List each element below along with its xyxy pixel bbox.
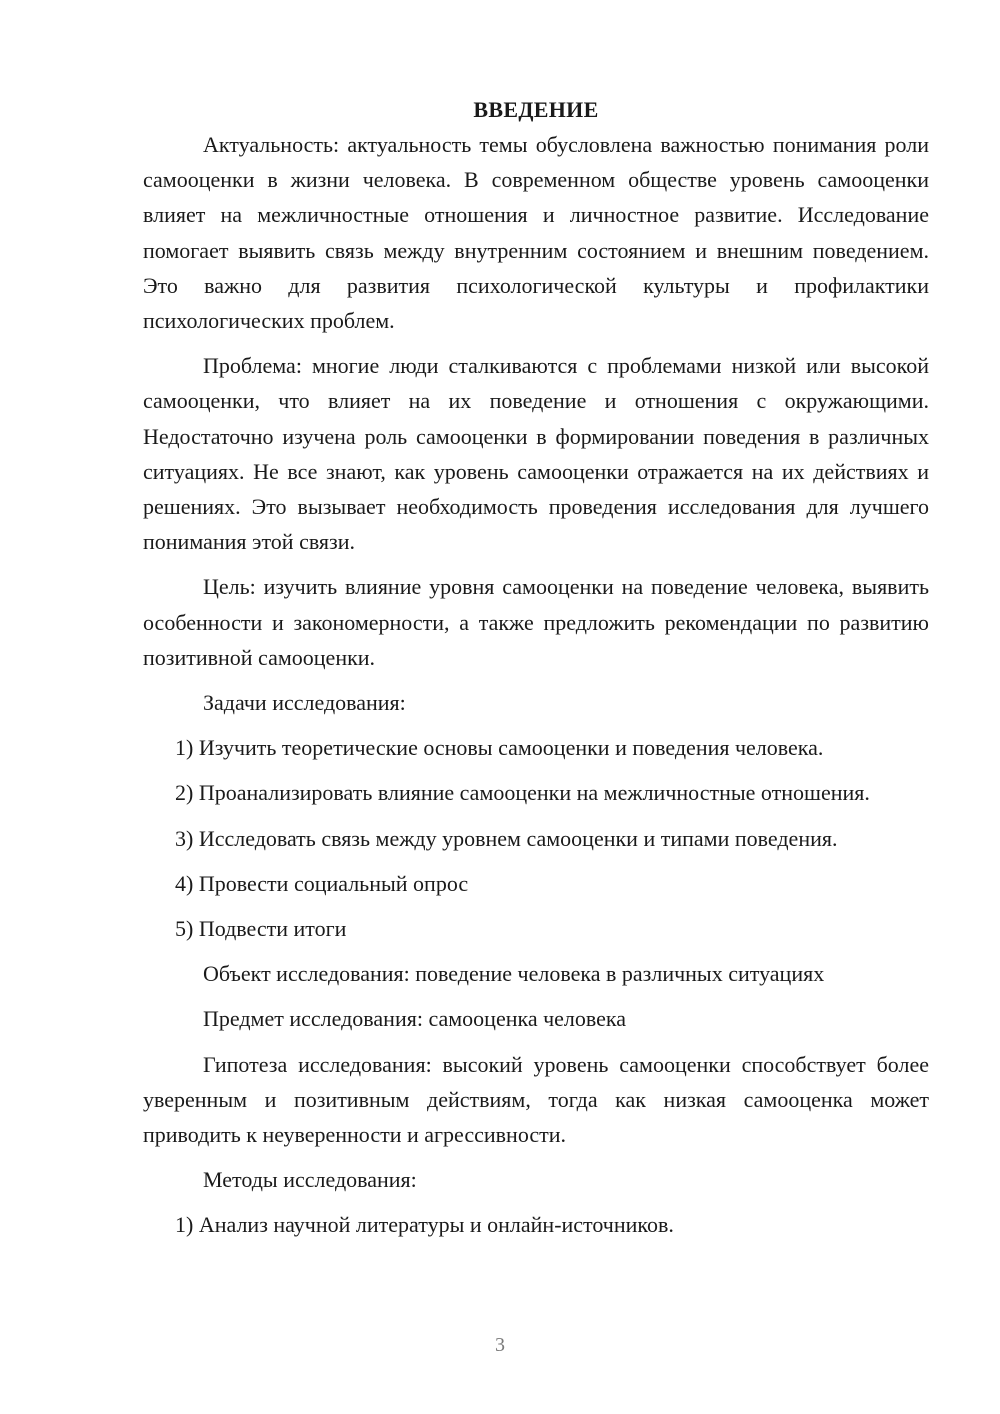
task-item-4: 4) Провести социальный опрос: [175, 870, 469, 896]
problem-paragraph: Проблема: многие люди сталкиваются с проблемами низкой или высокой самооценки, что влияет на их поведение и отношения с окружающими. Недостаточно изучена роль самооценки в формировании поведения в различных ситуациях. Не все знают, как уровень самооценки отражается на их действиях и решениях. Это вызывает необходимость проведения исследования для лучшего понимания этой связи.: [143, 353, 929, 555]
task-item-2: 2) Проанализировать влияние самооценки на межличностные отношения.: [175, 780, 870, 806]
subject-paragraph: Предмет исследования: самооценка человека: [203, 1006, 627, 1032]
tasks-heading: Задачи исследования:: [203, 690, 406, 716]
methods-heading: Методы исследования:: [203, 1167, 417, 1193]
goal-paragraph: Цель: изучить влияние уровня самооценки на поведение человека, выявить особенности и закономерности, а также предложить рекомендации по развитию позитивной самооценки.: [143, 574, 929, 670]
hypothesis-paragraph: Гипотеза исследования: высокий уровень самооценки способствует более уверенным и позитивным действиям, тогда как низкая самооценка может приводить к неуверенности и агрессивности.: [143, 1051, 929, 1148]
task-item-1: 1) Изучить теоретические основы самооценки и поведения человека.: [175, 735, 824, 761]
page-number: 3: [495, 1334, 505, 1356]
task-item-3: 3) Исследовать связь между уровнем самооценки и типами поведения.: [175, 825, 838, 851]
section-title: ВВЕДЕНИЕ: [473, 97, 599, 122]
method-item-1: 1) Анализ научной литературы и онлайн-источников.: [175, 1212, 674, 1238]
task-item-5: 5) Подвести итоги: [175, 916, 347, 942]
object-paragraph: Объект исследования: поведение человека в различных ситуациях: [203, 961, 825, 987]
document-page: [143, 92, 929, 1253]
relevance-paragraph: Актуальность: актуальность темы обусловлена важностью понимания роли самооценки в жизни человека. В современном обществе уровень самооценки влияет на межличностные отношения и личностное развитие. Исследование помогает выявить связь между внутренним состоянием и внешним поведением. Это важно для развития психологической культуры и профилактики психологических проблем.: [143, 132, 929, 334]
